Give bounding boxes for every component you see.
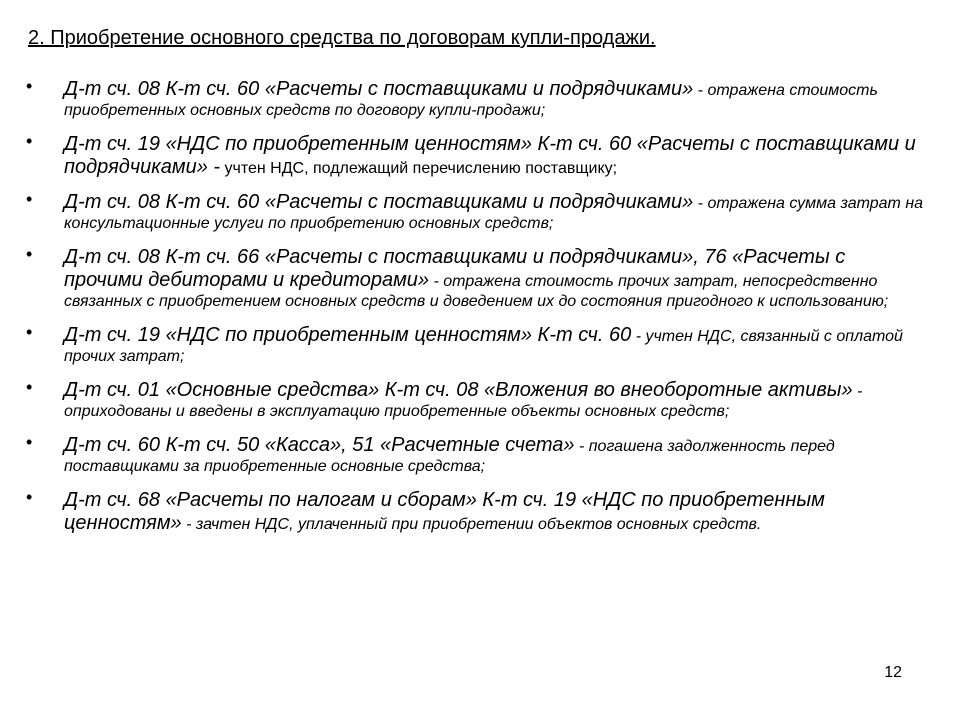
entry-description: - отражена стоимость приобретенных основных средств по договору купли-продажи;: [64, 82, 878, 119]
list-item: [26, 133, 926, 179]
entry-text: Д-т сч. 19 «НДС по приобретенным ценностям» К-т сч. 60 «Расчеты с поставщиками и подрядчиками» -: [64, 133, 916, 178]
entry-text: Д-т сч. 60 К-т сч. 50 «Касса», 51 «Расчетные счета»: [64, 434, 575, 456]
bullet-icon: •: [26, 131, 33, 151]
list-item: [26, 78, 926, 121]
entry-text: Д-т сч. 08 К-т сч. 60 «Расчеты с поставщиками и подрядчиками»: [64, 78, 694, 100]
bullet-icon: •: [26, 322, 33, 342]
entry-description: - оприходованы и введены в эксплуатацию приобретенные объекты основных средств;: [64, 383, 863, 420]
list-item: [26, 489, 926, 535]
list-item: [26, 191, 926, 234]
entry-description: - отражена стоимость прочих затрат, непосредственно связанных с приобретением основных средств и доведением их до состояния пригодного к использованию;: [64, 273, 889, 310]
entry-description: - зачтен НДС, уплаченный при приобретении объектов основных средств.: [181, 516, 762, 533]
bullet-icon: •: [26, 487, 33, 507]
bullet-icon: •: [26, 244, 33, 264]
list-item: [26, 379, 926, 422]
entry-text: Д-т сч. 08 К-т сч. 60 «Расчеты с поставщиками и подрядчиками»: [64, 191, 694, 213]
bullet-icon: •: [26, 432, 33, 452]
bullet-icon: •: [26, 76, 33, 96]
list-item: [26, 246, 926, 312]
entry-description: - отражена сумма затрат на консультационные услуги по приобретению основных средств;: [64, 195, 924, 232]
entry-description: - учтен НДС, связанный с оплатой прочих затрат;: [64, 328, 903, 365]
entry-text: Д-т сч. 19 «НДС по приобретенным ценностям» К-т сч. 60: [64, 324, 632, 346]
entry-description: учтен НДС, подлежащий перечислению поставщику;: [220, 160, 618, 177]
page-number: 12: [884, 664, 902, 681]
entry-text: Д-т сч. 01 «Основные средства» К-т сч. 08 «Вложения во внеоборотные активы»: [64, 379, 853, 401]
entry-description: - погашена задолженность перед поставщиками за приобретенные основные средства;: [64, 438, 835, 475]
entry-list: [26, 78, 926, 547]
slide-title: 2. Приобретение основного средства по договорам купли-продажи.: [28, 27, 656, 49]
list-item: [26, 434, 926, 477]
list-item: [26, 324, 926, 367]
bullet-icon: •: [26, 189, 33, 209]
bullet-icon: •: [26, 377, 33, 397]
entry-text: Д-т сч. 68 «Расчеты по налогам и сборам» К-т сч. 19 «НДС по приобретенным ценностям»: [64, 489, 825, 534]
entry-text: Д-т сч. 08 К-т сч. 66 «Расчеты с поставщиками и подрядчиками», 76 «Расчеты с прочими дебиторами и кредиторами»: [64, 246, 846, 291]
